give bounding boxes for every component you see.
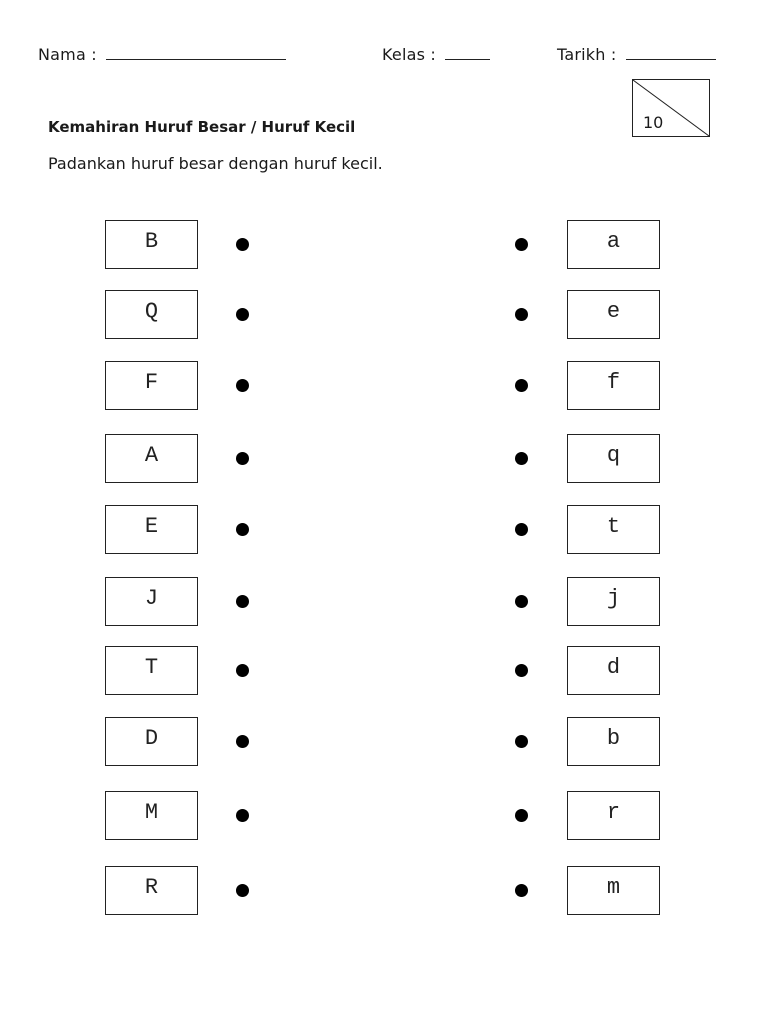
tarikh-field — [557, 45, 716, 64]
uppercase-match-dot[interactable] — [236, 523, 249, 536]
lowercase-box: b — [567, 717, 660, 766]
uppercase-box: E — [105, 505, 198, 554]
lowercase-match-dot[interactable] — [515, 452, 528, 465]
lowercase-match-dot[interactable] — [515, 664, 528, 677]
worksheet-instruction: Padankan huruf besar dengan huruf kecil. — [48, 154, 383, 173]
kelas-field — [382, 45, 490, 64]
lowercase-match-dot[interactable] — [515, 595, 528, 608]
lowercase-box: q — [567, 434, 660, 483]
lowercase-match-dot[interactable] — [515, 379, 528, 392]
kelas-blank-line[interactable] — [445, 45, 490, 60]
lowercase-box: r — [567, 791, 660, 840]
lowercase-match-dot[interactable] — [515, 884, 528, 897]
uppercase-box: D — [105, 717, 198, 766]
uppercase-match-dot[interactable] — [236, 379, 249, 392]
lowercase-match-dot[interactable] — [515, 308, 528, 321]
lowercase-box: t — [567, 505, 660, 554]
uppercase-box: T — [105, 646, 198, 695]
uppercase-match-dot[interactable] — [236, 735, 249, 748]
nama-label: Nama : — [38, 45, 97, 64]
worksheet-title: Kemahiran Huruf Besar / Huruf Kecil — [48, 118, 356, 136]
tarikh-label: Tarikh : — [557, 45, 617, 64]
lowercase-match-dot[interactable] — [515, 238, 528, 251]
kelas-label: Kelas : — [382, 45, 437, 64]
uppercase-box: B — [105, 220, 198, 269]
uppercase-match-dot[interactable] — [236, 809, 249, 822]
uppercase-match-dot[interactable] — [236, 452, 249, 465]
tarikh-blank-line[interactable] — [626, 45, 716, 60]
lowercase-box: m — [567, 866, 660, 915]
uppercase-match-dot[interactable] — [236, 664, 249, 677]
uppercase-match-dot[interactable] — [236, 238, 249, 251]
lowercase-box: f — [567, 361, 660, 410]
uppercase-box: J — [105, 577, 198, 626]
lowercase-match-dot[interactable] — [515, 809, 528, 822]
lowercase-match-dot[interactable] — [515, 735, 528, 748]
lowercase-match-dot[interactable] — [515, 523, 528, 536]
nama-field — [38, 45, 286, 64]
lowercase-box: d — [567, 646, 660, 695]
uppercase-match-dot[interactable] — [236, 595, 249, 608]
nama-blank-line[interactable] — [106, 45, 286, 60]
uppercase-box: F — [105, 361, 198, 410]
uppercase-match-dot[interactable] — [236, 884, 249, 897]
lowercase-box: e — [567, 290, 660, 339]
lowercase-box: a — [567, 220, 660, 269]
uppercase-box: M — [105, 791, 198, 840]
uppercase-match-dot[interactable] — [236, 308, 249, 321]
score-box[interactable] — [632, 79, 710, 137]
uppercase-box: A — [105, 434, 198, 483]
uppercase-box: Q — [105, 290, 198, 339]
score-total: 10 — [643, 113, 664, 132]
lowercase-box: j — [567, 577, 660, 626]
uppercase-box: R — [105, 866, 198, 915]
